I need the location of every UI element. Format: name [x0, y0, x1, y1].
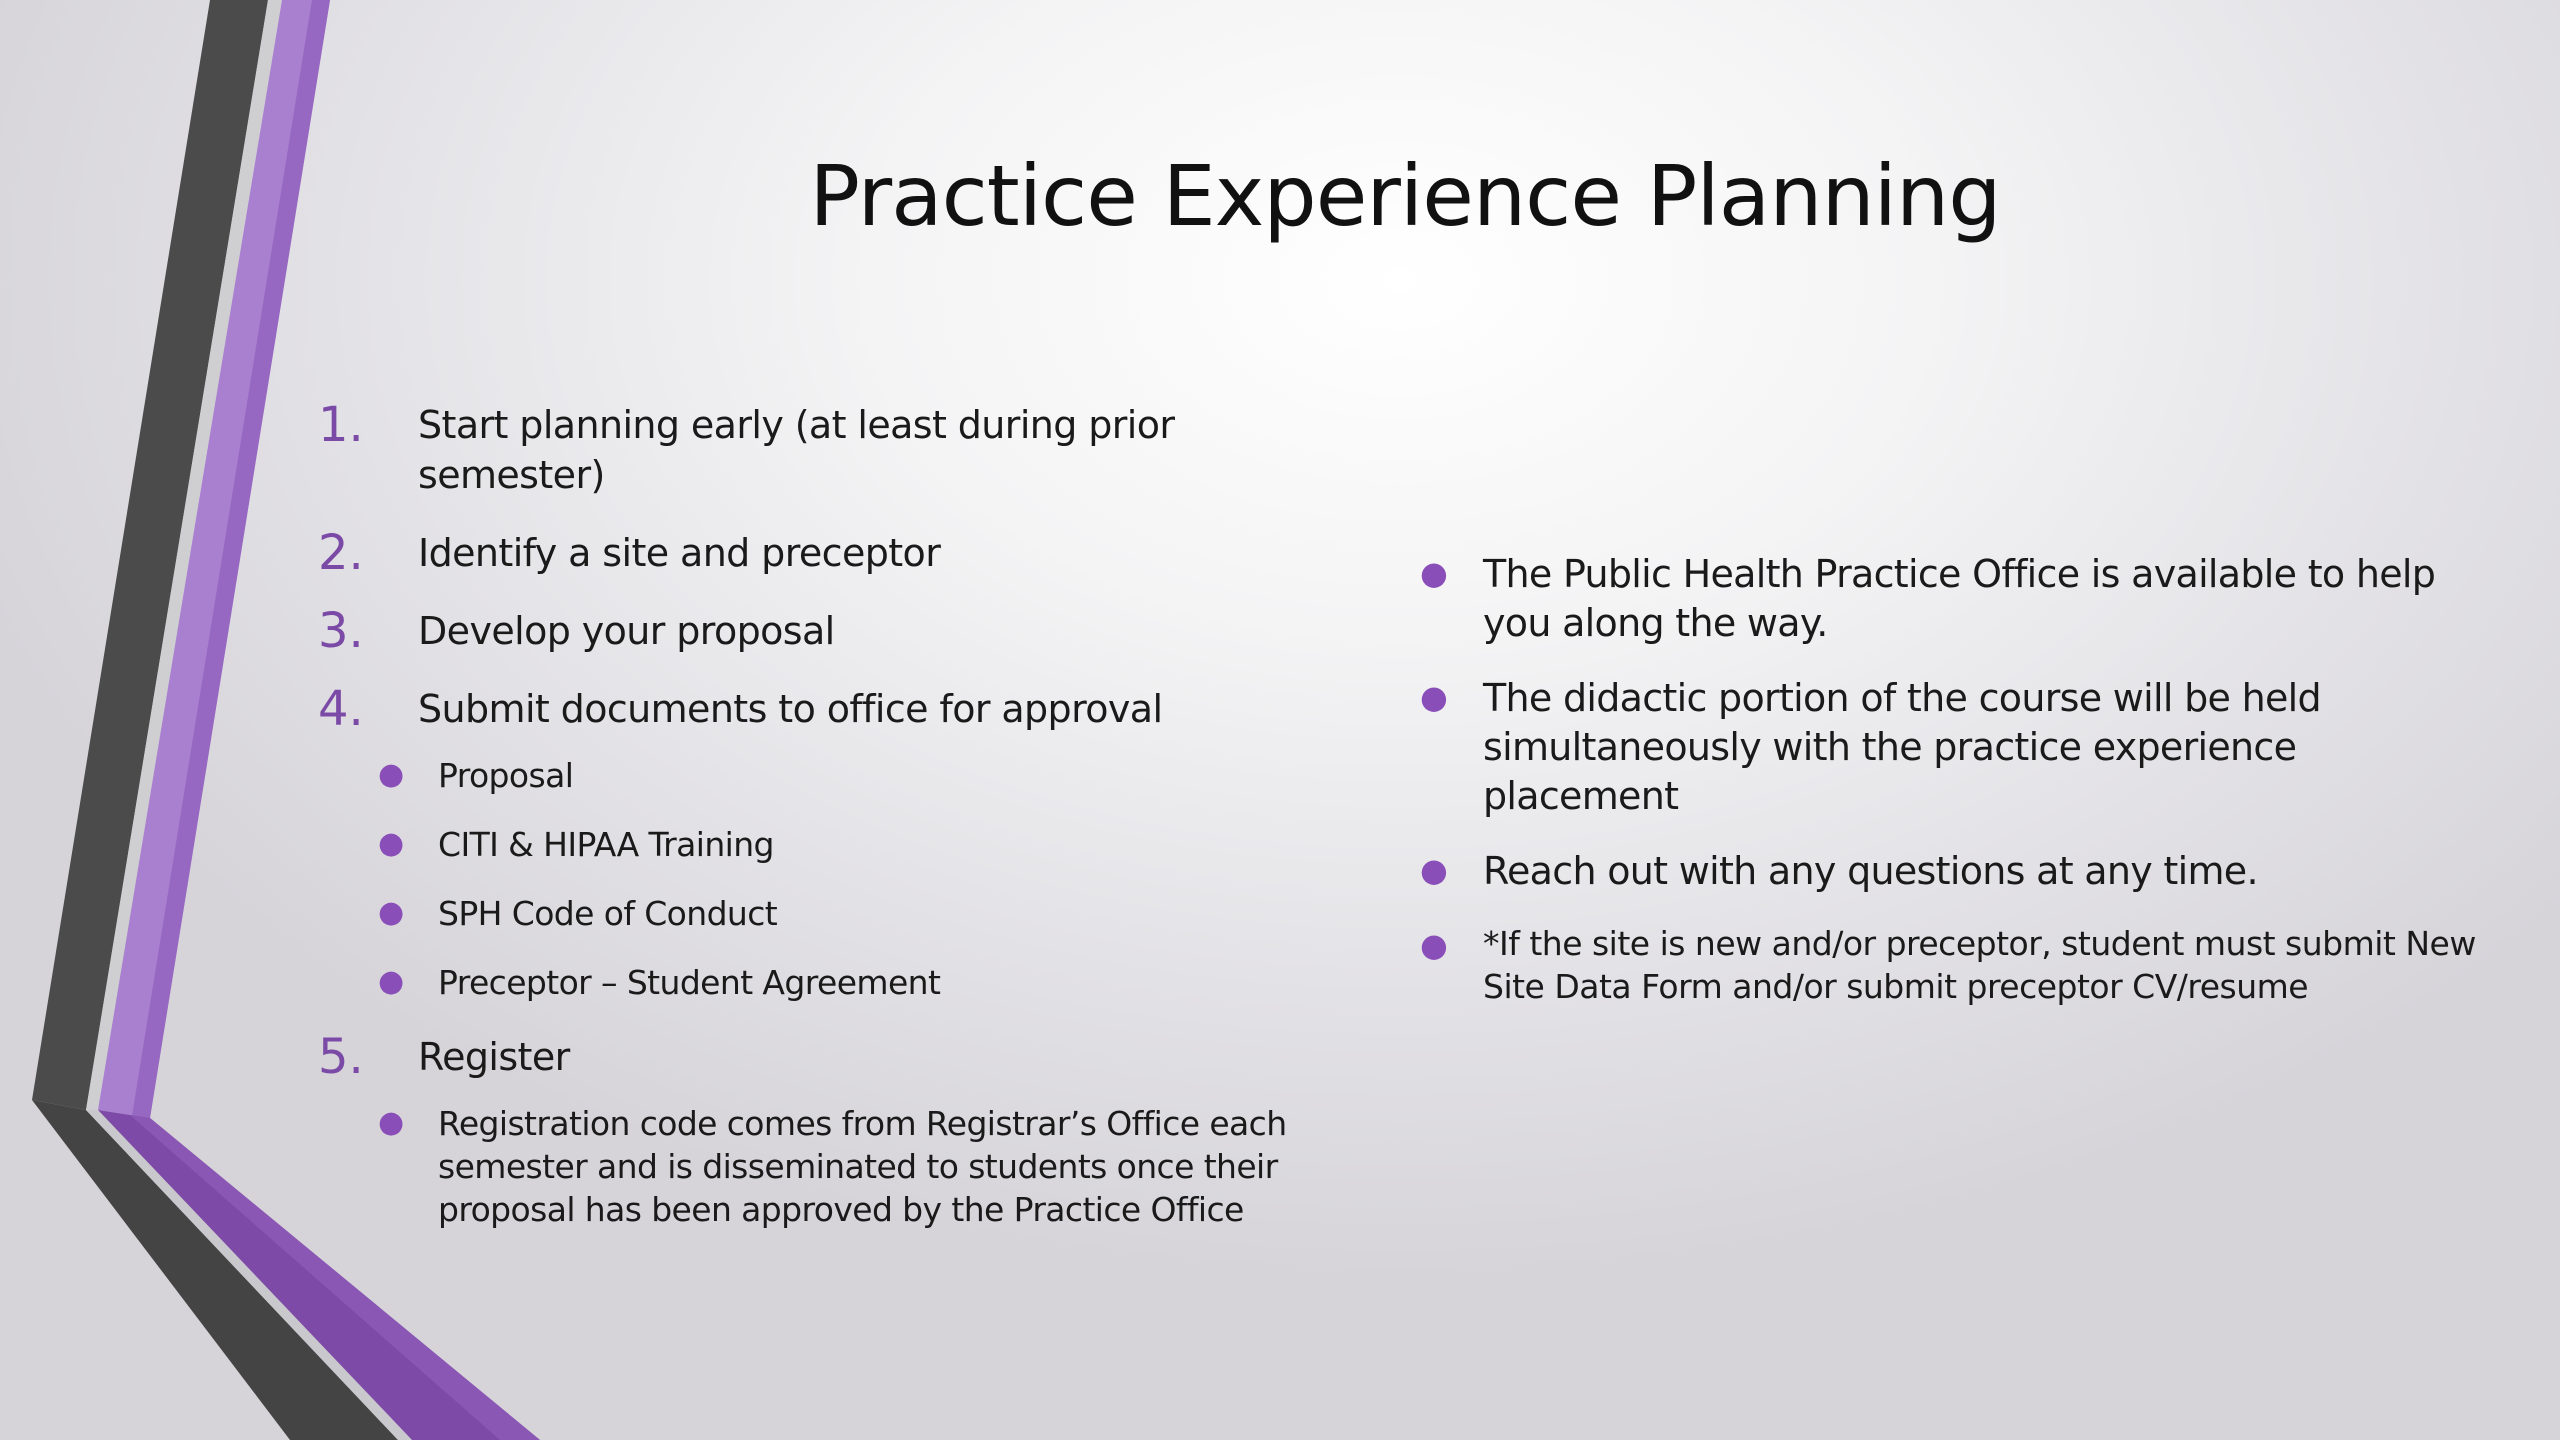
- step-item: [318, 603, 1318, 659]
- step-item: [318, 525, 1318, 581]
- sub-item-text: SPH Code of Conduct: [438, 894, 778, 933]
- list-item: [378, 823, 1318, 866]
- sub-list-documents: [378, 754, 1318, 1004]
- step-number: 3.: [318, 603, 364, 659]
- bullet-icon: ●: [378, 1105, 405, 1140]
- sub-item-text: Proposal: [438, 756, 574, 795]
- bullet-icon: ●: [378, 895, 405, 930]
- list-item: [378, 754, 1318, 797]
- sub-list-register: [378, 1102, 1318, 1231]
- step-text: Identify a site and preceptor: [418, 531, 941, 575]
- step-item: [318, 681, 1318, 737]
- step-text: Develop your proposal: [418, 609, 835, 653]
- list-item: [1420, 922, 2480, 1008]
- slide-title: Practice Experience Planning: [809, 147, 2001, 245]
- sub-item-text: Registration code comes from Registrar’s Office each semester and is disseminated to students once their proposal has been approved by the Practice Office: [438, 1104, 1287, 1229]
- step-item: [318, 397, 1318, 500]
- step-number: 5.: [318, 1029, 364, 1085]
- bullet-icon: ●: [1420, 851, 1448, 889]
- sub-item-text: CITI & HIPAA Training: [438, 825, 774, 864]
- note-text: Reach out with any questions at any time.: [1483, 849, 2258, 893]
- list-item: [1420, 550, 2480, 648]
- sub-item-text: Preceptor – Student Agreement: [438, 963, 941, 1002]
- list-item: [1420, 674, 2480, 821]
- bullet-icon: ●: [378, 964, 405, 999]
- step-text: Start planning early (at least during prior semester): [418, 403, 1175, 497]
- step-number: 4.: [318, 681, 364, 737]
- list-item: [1420, 847, 2480, 896]
- note-text: The Public Health Practice Office is available to help you along the way.: [1483, 552, 2436, 645]
- step-item: [318, 1029, 1318, 1085]
- notes-list: [1420, 550, 2480, 1034]
- step-number: 2.: [318, 525, 364, 581]
- step-text: Register: [418, 1035, 570, 1079]
- steps-list: [318, 397, 1318, 1259]
- bullet-icon: ●: [1420, 926, 1448, 964]
- list-item: [378, 961, 1318, 1004]
- note-text: The didactic portion of the course will be held simultaneously with the practice experience placement: [1483, 676, 2321, 818]
- note-text: *If the site is new and/or preceptor, student must submit New Site Data Form and/or submit preceptor CV/resume: [1483, 924, 2476, 1006]
- step-number: 1.: [318, 397, 364, 453]
- list-item: [378, 892, 1318, 935]
- bullet-icon: ●: [1420, 678, 1448, 716]
- step-text: Submit documents to office for approval: [418, 687, 1163, 731]
- list-item: [378, 1102, 1318, 1231]
- bullet-icon: ●: [378, 826, 405, 861]
- bullet-icon: ●: [1420, 554, 1448, 592]
- bullet-icon: ●: [378, 757, 405, 792]
